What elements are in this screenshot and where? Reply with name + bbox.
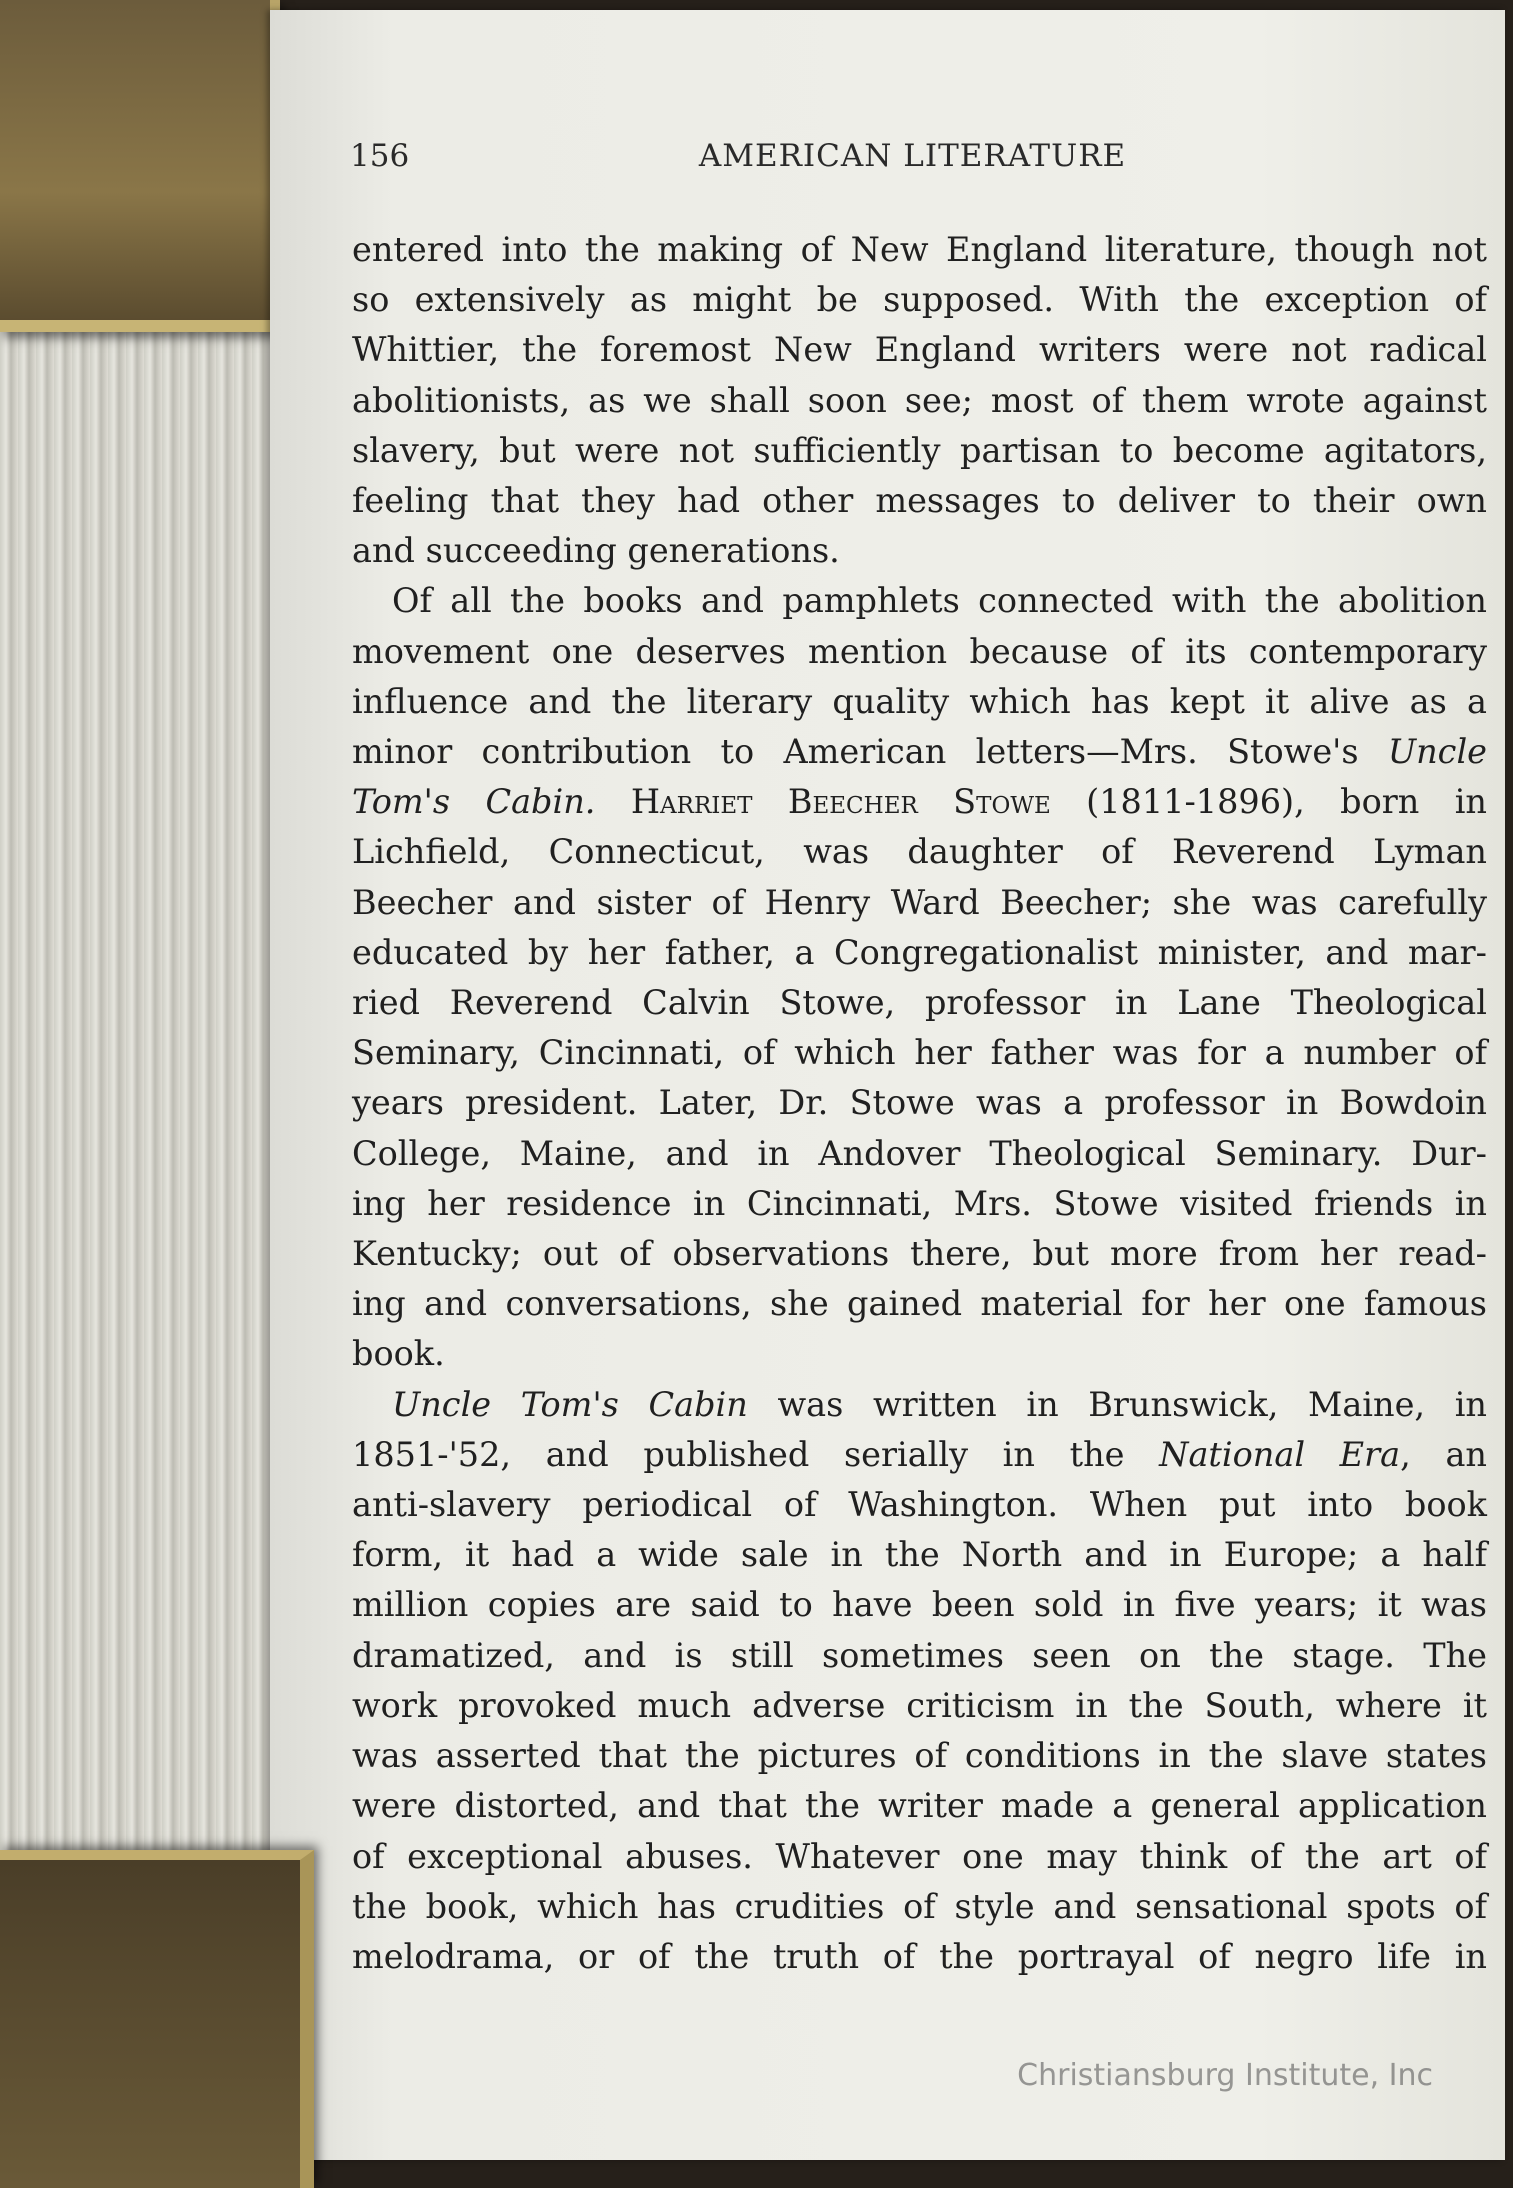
body-text [352, 225, 1487, 1982]
page-header [350, 138, 1425, 182]
text-line: educated by her father, a Congregationalist minister, and mar- [352, 932, 1487, 972]
text-line: entered into the making of New England literature, though not [352, 230, 1487, 269]
text-line: years president. Later, Dr. Stowe was a professor in Bowdoin [352, 1083, 1487, 1123]
text-line: abolitionists, as we shall soon see; most of them wrote against [352, 380, 1487, 420]
text-line: was asserted that the pictures of conditions in the slave states [352, 1736, 1487, 1776]
book-page [270, 10, 1505, 2160]
text-line: ried Reverend Calvin Stowe, professor in Lane Theological [352, 983, 1487, 1023]
text-line: of exceptional abuses. Whatever one may think of the art of [352, 1836, 1487, 1876]
text-line: book. [352, 1334, 445, 1374]
text-line: the book, which has crudities of style and sensational spots of [352, 1886, 1487, 1926]
text-line: influence and the literary quality which has kept it alive as a [352, 681, 1487, 721]
text-line: work provoked much adverse criticism in the South, where it [352, 1685, 1487, 1725]
running-title: AMERICAN LITERATURE [698, 138, 1127, 174]
book-cover-corner-top [0, 0, 280, 332]
text-line: 1851-'52, and published serially in the National Era, an [352, 1434, 1487, 1474]
book-title-italic: Uncle Tom's Cabin [392, 1384, 748, 1424]
periodical-title-italic: National Era [1159, 1434, 1401, 1474]
text-line: dramatized, and is still sometimes seen on the stage. The [352, 1635, 1487, 1675]
text-line: were distorted, and that the writer made a general application [352, 1786, 1487, 1826]
text-line: ing her residence in Cincinnati, Mrs. Stowe visited friends in [352, 1183, 1487, 1223]
watermark: Christiansburg Institute, Inc [1017, 2058, 1433, 2093]
text-line: slavery, but were not sufficiently partisan to become agitators, [352, 430, 1487, 470]
book-title-italic: Uncle [1387, 732, 1487, 772]
text-line: Tom's Cabin. Harriet Beecher Stowe (1811-1896), born in [352, 782, 1487, 822]
paragraph-2 [352, 576, 1487, 1379]
paragraph-1 [352, 225, 1487, 576]
text-line: ing and conversations, she gained material for her one famous [352, 1284, 1487, 1324]
text-line: so extensively as might be supposed. With the exception of [352, 280, 1487, 320]
text-line: million copies are said to have been sold in five years; it was [352, 1585, 1487, 1625]
book-title-italic: Tom's Cabin. [352, 782, 596, 822]
text-line: and succeeding generations. [352, 531, 840, 571]
page-number: 156 [350, 138, 410, 174]
text-line: Uncle Tom's Cabin was written in Brunswick, Maine, in [392, 1384, 1488, 1424]
text-line: movement one deserves mention because of its contemporary [352, 631, 1487, 671]
paragraph-3 [352, 1380, 1487, 1982]
text-line: Kentucky; out of observations there, but more from her read- [352, 1234, 1487, 1274]
text-line: College, Maine, and in Andover Theological Seminary. Dur- [352, 1133, 1487, 1173]
text-line: Seminary, Cincinnati, of which her father was for a number of [352, 1033, 1487, 1073]
text-line: feeling that they had other messages to deliver to their own [352, 481, 1487, 521]
text-line: Of all the books and pamphlets connected with the abolition [392, 581, 1487, 621]
text-line: minor contribution to American letters—Mrs. Stowe's Uncle [352, 732, 1487, 772]
author-name-small-caps: Harriet Beecher Stowe [630, 782, 1051, 822]
text-line: Whittier, the foremost New England writers were not radical [352, 330, 1487, 370]
book-cover-corner-bottom [0, 1850, 314, 2188]
text-line: Beecher and sister of Henry Ward Beecher; she was carefully [352, 882, 1487, 922]
text-line: anti-slavery periodical of Washington. When put into book [352, 1485, 1487, 1525]
text-line: melodrama, or of the truth of the portrayal of negro life in [352, 1936, 1487, 1976]
text-line: form, it had a wide sale in the North and in Europe; a half [352, 1535, 1487, 1575]
text-line: Lichfield, Connecticut, was daughter of Reverend Lyman [352, 832, 1487, 872]
book-page-edges [0, 240, 290, 1900]
